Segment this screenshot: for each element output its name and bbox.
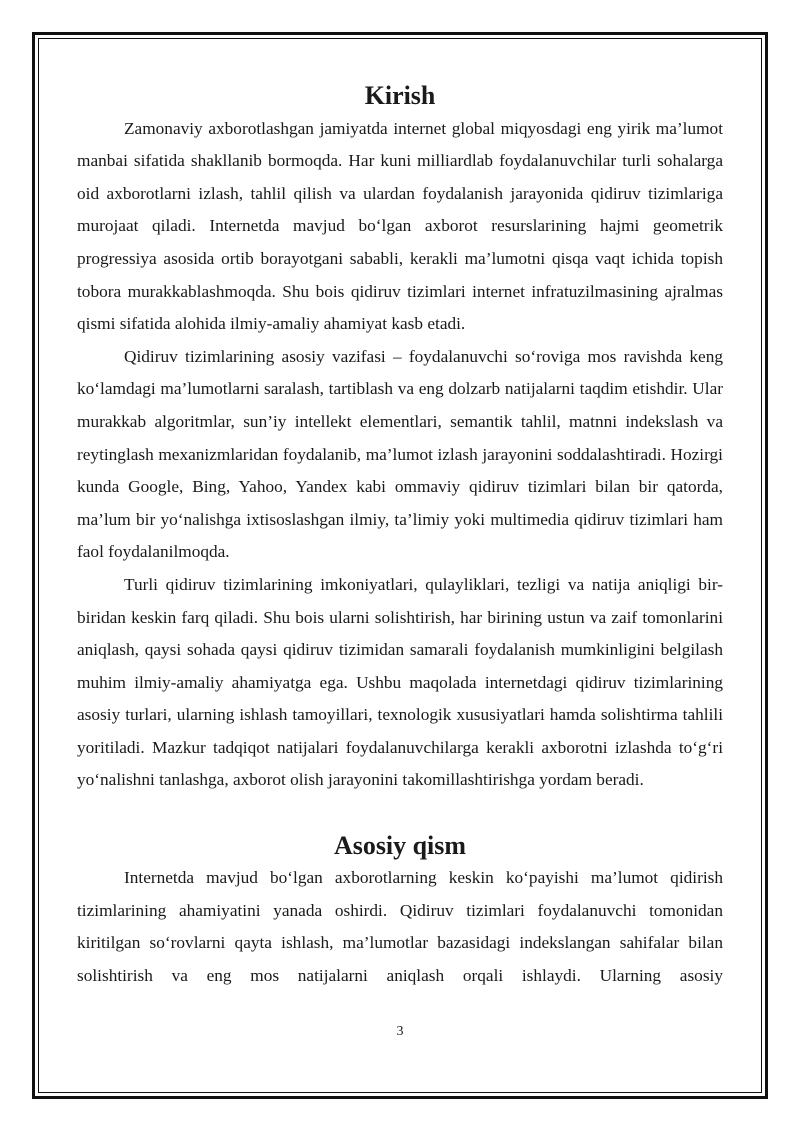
paragraph: Zamonaviy axborotlashgan jamiyatda internet global miqyosdagi eng yirik ma’lumot manbai sifatida shakllanib bormoqda. Har kuni milliardlab foydalanuvchilar turli sohalarga oid axborotlarni izlash, tahlil qilish va ulardan foydalanish jarayonida qidiruv tizimlariga murojaat qiladi. Internetda mavjud bo‘lgan axborot resurslarining hajmi geometrik progressiya asosida ortib borayotgani sababli, kerakli ma’lumotni qisqa vaqt ichida topish tobora murakkablashmoqda. Shu bois qidiruv tizimlari internet infratuzilmasining ajralmas qismi sifatida alohida ilmiy-amaliy ahamiyat kasb etadi. (77, 118, 723, 334)
paragraph: Internetda mavjud bo‘lgan axborotlarning keskin ko‘payishi ma’lumot qidirish tizimlarining ahamiyatini yanada oshirdi. Qidiruv tizimlari foydalanuvchi tomonidan kiritilgan so‘rovlarni qayta ishlash, ma’lumotlar bazasidagi indekslangan sahifalar bilan solishtirish va eng mos natijalarni aniqlash orqali ishlaydi. Ularning asosiy (77, 868, 723, 986)
page-number: 3 (396, 1024, 404, 1039)
paragraph: Turli qidiruv tizimlarining imkoniyatlari, qulayliklari, tezligi va natija aniqligi bir-biridan keskin farq qiladi. Shu bois ularni solishtirish, har birining ustun va zaif tomonlarini aniqlash, qaysi sohada qaysi qidiruv tizimidan samarali foydalanish mumkinligini belgilash muhim ilmiy-amaliy ahamiyatga ega. Ushbu maqolada internetdagi qidiruv tizimlarining asosiy turlari, ularning ishlash tamoyillari, texnologik xususiyatlari hamda solishtirma tahlili yoritiladi. Mazkur tadqiqot natijalari foydalanuvchilarga kerakli axborotni izlashda to‘g‘ri yo‘nalishni tanlashga, axborot olish jarayonini takomillashtirishga yordam beradi. (77, 574, 723, 790)
section-heading-intro: Kirish (364, 81, 436, 110)
section-heading-main: Asosiy qism (334, 830, 466, 860)
document-page (77, 80, 723, 993)
paragraph: Qidiruv tizimlarining asosiy vazifasi – foydalanuvchi so‘roviga mos ravishda keng ko‘lamdagi ma’lumotlarni saralash, tartiblash va eng dolzarb natijalarni taqdim etishdir. Ular murakkab algoritmlar, sun’iy intellekt elementlari, semantik tahlil, matnni indekslash va reytinglash mexanizmlaridan foydalanib, ma’lumot izlash jarayonini soddalashtiradi. Hozirgi kunda Google, Bing, Yahoo, Yandex kabi ommaviy qidiruv tizimlari bilan bir qatorda, ma’lum bir yo‘nalishga ixtisoslashgan ilmiy, ta’limiy yoki multimedia qidiruv tizimlari ham faol foydalanilmoqda. (77, 346, 723, 562)
section-spacer (77, 797, 723, 830)
